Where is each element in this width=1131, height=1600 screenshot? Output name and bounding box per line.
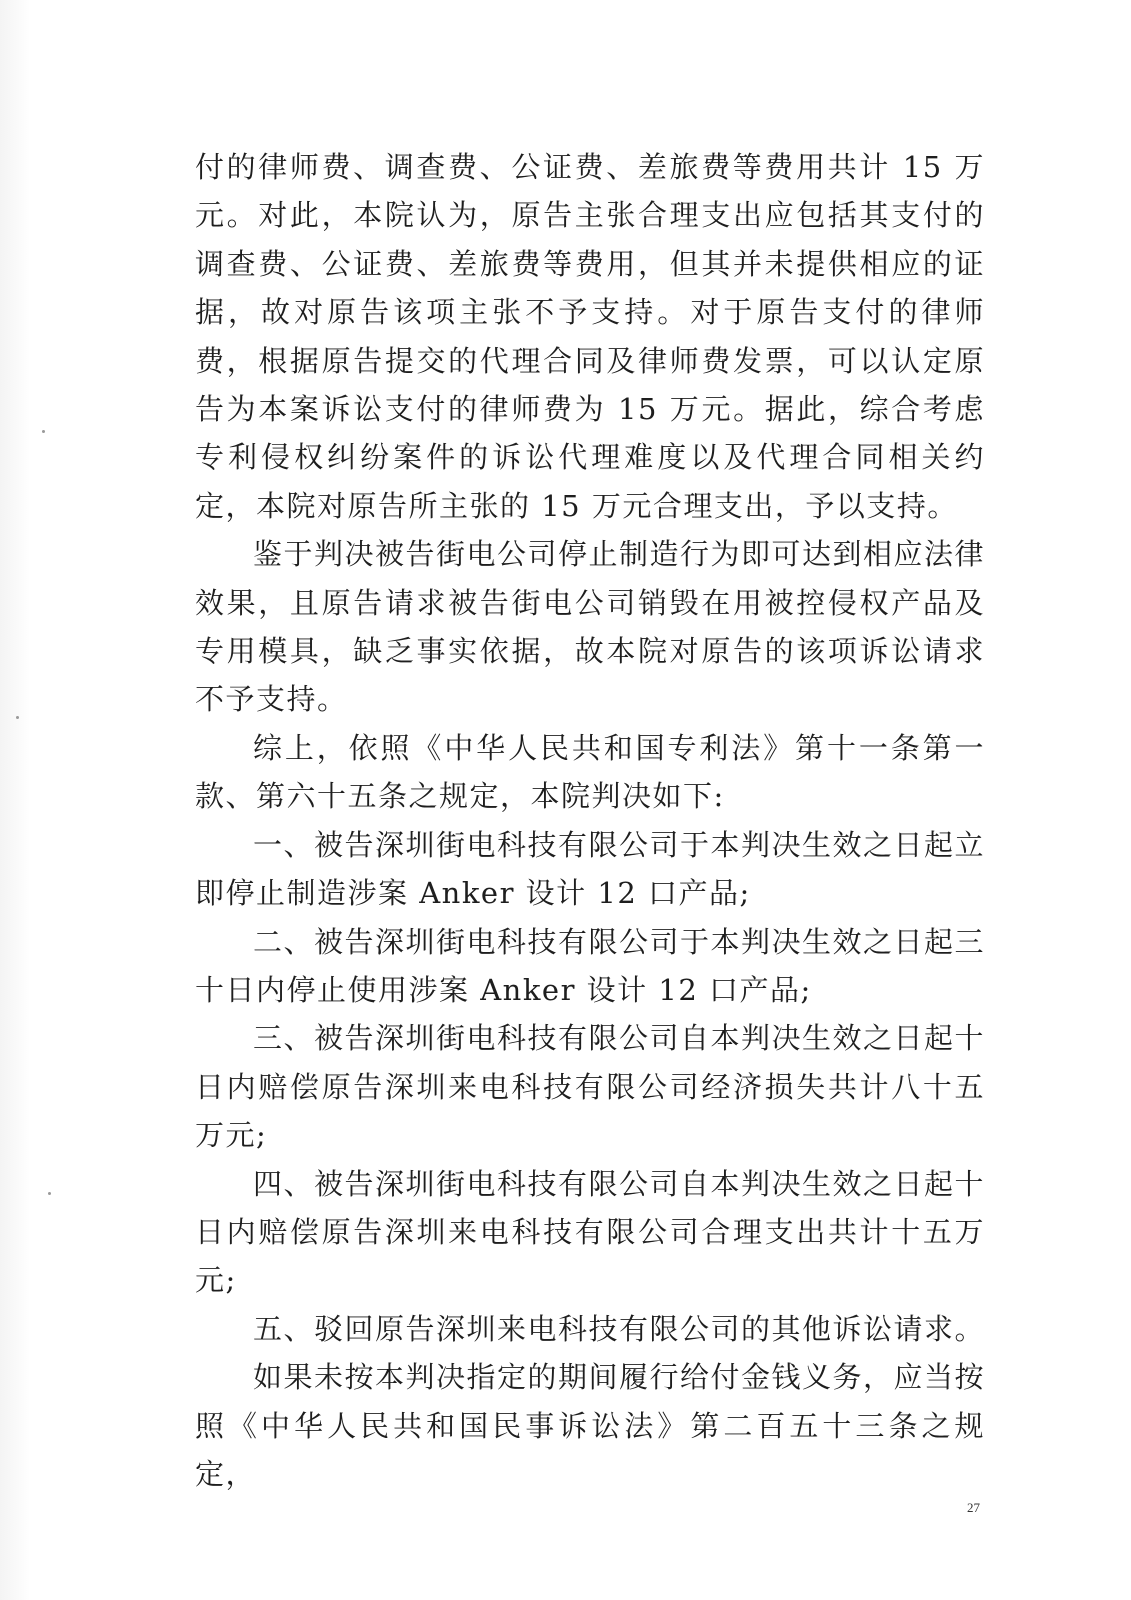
page-number: 27 (967, 1500, 980, 1515)
scan-edge-shadow (0, 0, 30, 1600)
document-body (195, 143, 985, 1498)
scan-speck (42, 430, 45, 433)
judgment-item-5: 五、驳回原告深圳来电科技有限公司的其他诉讼请求。 (253, 1311, 986, 1346)
paragraph-payment-obligation: 如果未按本判决指定的期间履行给付金钱义务，应当按照《中华人民共和国民事诉讼法》第二百五十三条之规定， (195, 1360, 986, 1491)
judgment-item-2: 二、被告深圳街电科技有限公司于本判决生效之日起三十日内停止使用涉案 Anker 设计 12 口产品; (195, 924, 986, 1007)
judgment-item-3: 三、被告深圳街电科技有限公司自本判决生效之日起十日内赔偿原告深圳来电科技有限公司经济损失共计八十五万元; (195, 1021, 986, 1153)
judgment-item-1: 一、被告深圳街电科技有限公司于本判决生效之日起立即停止制造涉案 Anker 设计 12 口产品; (195, 827, 986, 911)
paragraph-destruction-claim: 鉴于判决被告街电公司停止制造行为即可达到相应法律效果，且原告请求被告街电公司销毁在用被控侵权产品及专用模具，缺乏事实依据，故本院对原告的该项诉讼请求不予支持。 (195, 537, 986, 717)
scan-speck (16, 716, 19, 719)
scan-speck (48, 1192, 51, 1195)
paragraph-legal-basis: 综上，依照《中华人民共和国专利法》第十一条第一款、第六十五条之规定，本院判决如下: (195, 730, 985, 814)
judgment-item-4: 四、被告深圳街电科技有限公司自本判决生效之日起十日内赔偿原告深圳来电科技有限公司合理支出共计十五万元; (195, 1166, 986, 1298)
paragraph-expenses: 付的律师费、调查费、公证费、差旅费等费用共计 15 万元。对此，本院认为，原告主张合理支出应包括其支付的调查费、公证费、差旅费等费用，但其并未提供相应的证据，故对原告该项主张不予支持。对于原告支付的律师费，根据原告提交的代理合同及律师费发票，可以认定原告为本案诉讼支付的律师费为 15 万元。据此，综合考虑专利侵权纠纷案件的诉讼代理难度以及代理合同相关约定，本院对原告所主张的 15 万元合理支出，予以支持。 (195, 150, 985, 523)
